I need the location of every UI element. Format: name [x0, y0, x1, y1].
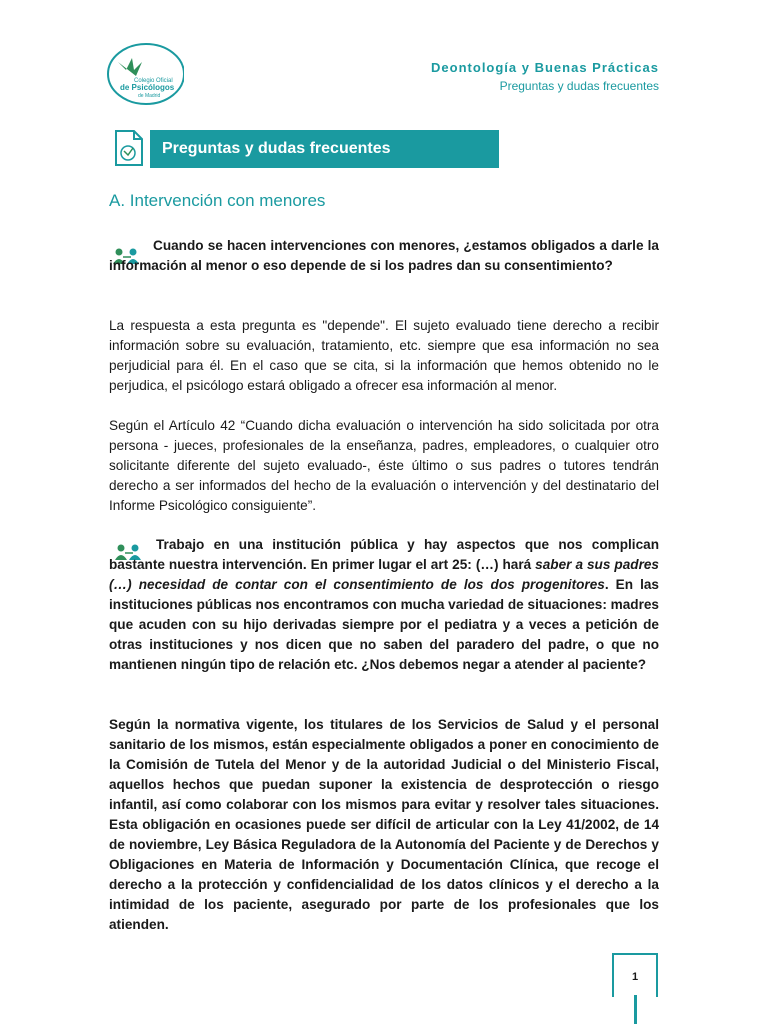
header-title: Deontología y Buenas Prácticas — [431, 60, 659, 75]
question-2-emphasis: saber a sus padres (…) necesidad de contar con el consentimiento de los dos progenitores — [109, 557, 659, 592]
question-1: Cuando se hacen intervenciones con menores, ¿estamos obligados a darle la información al menor o eso depende de si los padres dan su consentimiento? — [109, 238, 659, 273]
question-2-text-a: Trabajo en una institución pública y hay aspectos que nos complican bastante nuestra intervención. En primer lugar el art 25: (…) hará — [109, 537, 659, 572]
section-title: A. Intervención con menores — [109, 191, 326, 210]
answer-1-paragraph: La respuesta a esta pregunta es "depende". El sujeto evaluado tiene derecho a recibir información sobre su evaluación, tratamiento, etc. siempre que esa información no sea perjudicial para él. En el caso que se cita, si la información que hemos obtenido no le perjudica, el psicólogo estará obligado a ofrecer esa información al menor. — [109, 318, 659, 393]
document-icon — [110, 129, 146, 167]
svg-text:de Psicólogos: de Psicólogos — [120, 83, 175, 92]
answer-1-article-quote: Según el Artículo 42 “Cuando dicha evaluación o intervención ha sido solicitada por otra persona - jueces, profesionales de la enseñanza, padres, empleadores, o cualquier otro solicitante diferente del sujeto evaluado-, éste último o sus padres o tutores tendrán derecho a ser informados del hecho de la evaluación o intervención y del destinatario del Informe Psicológico consiguiente”. — [109, 418, 659, 513]
page-number-rule — [634, 995, 637, 1024]
header-subtitle: Preguntas y dudas frecuentes — [499, 79, 659, 93]
page-number: 1 — [612, 953, 658, 997]
college-logo — [104, 40, 184, 110]
svg-text:de Madrid: de Madrid — [138, 93, 161, 99]
svg-text:Colegio Oficial: Colegio Oficial — [134, 78, 173, 84]
question-2 — [109, 535, 659, 675]
answer-2-paragraph: Según la normativa vigente, los titulares de los Servicios de Salud y el personal sanitario de los mismos, están especialmente obligados a poner en conocimiento de la Comisión de Tutela del Menor y de la autoridad Judicial o del Ministerio Fiscal, aquellos hechos que puedan suponer la existencia de desprotección o riesgo infantil, así como colaborar con los mismos para evitar y resolver tales situaciones. Esta obligación en ocasiones puede ser difícil de articular con la Ley 41/2002, de 14 de noviembre, Ley Básica Reguladora de la Autonomía del Paciente y de Derechos y Obligaciones en Materia de Información y Documentación Clínica, que recoge el derecho a la protección y confidencialidad de los datos clínicos y el derecho a la intimidad de los paciente, asegurado por parte de los profesionales que los atienden. — [109, 717, 659, 932]
section-banner: Preguntas y dudas frecuentes — [150, 130, 499, 168]
question-2-text-b: . En las instituciones públicas nos encontramos con mucha variedad de situaciones: madres que acuden con su hijo derivadas siempre por el pediatra y a veces a petición de otras instituciones y nos dicen que no saben del paradero del padre, o que no mantienen ningún tipo de relación etc. ¿Nos debemos negar a atender al paciente? — [109, 577, 659, 672]
